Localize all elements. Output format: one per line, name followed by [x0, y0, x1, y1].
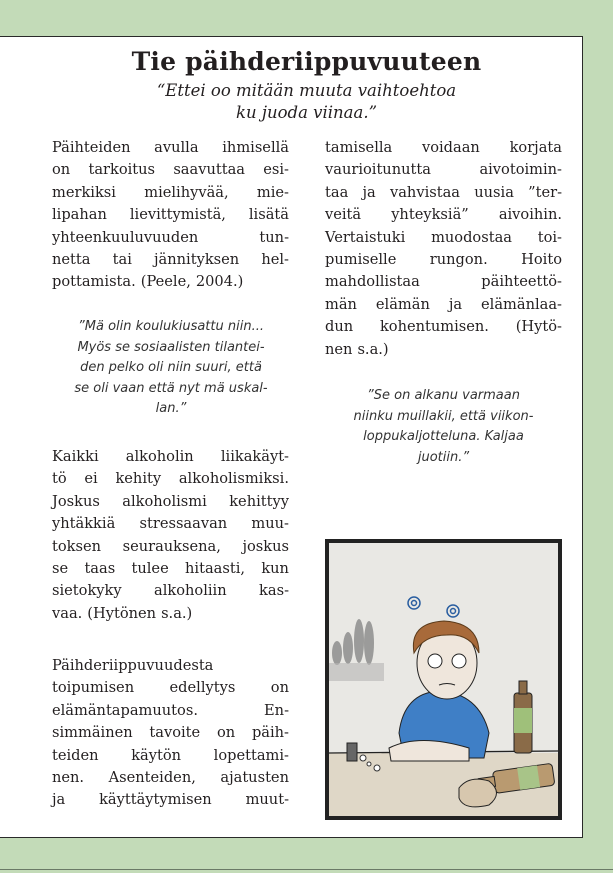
divider — [0, 869, 613, 870]
text-line: niinku muillakii, että viikon- — [353, 408, 534, 424]
page-title: Tie päihderiippuvuuteen — [131, 47, 482, 76]
text-line: loppukaljotteluna. Kaljaa — [363, 429, 524, 444]
text-line: teiden käytön lopettami- — [52, 746, 289, 764]
text-line: vaurioitunutta aivotoimin- — [325, 161, 562, 179]
spill — [459, 779, 497, 807]
quote — [320, 386, 567, 468]
text-line: juotiin.” — [417, 449, 470, 465]
text-line: män elämän ja elämänlaa- — [325, 295, 562, 313]
subtitle-line-2: ku juoda viinaa.” — [235, 103, 378, 122]
text-line: tö ei kehity alkoholismiksi. — [52, 470, 289, 488]
text-line: taa ja vahvistaa uusia ”ter- — [325, 183, 562, 201]
text-line: ”Mä olin koulukiusattu niin... — [78, 319, 264, 334]
text-line: Joskus alkoholismi kehittyy — [52, 492, 289, 510]
text-line: mahdollistaa päihteettö- — [325, 273, 562, 291]
text-line: lipahan lievittymistä, lisätä — [52, 206, 289, 224]
text-line: Myös se sosiaalisten tilantei- — [77, 339, 265, 355]
text-line: yhteenkuuluvuuden tun- — [52, 228, 289, 246]
text-line: simmäinen tavoite on päih- — [52, 724, 289, 742]
paragraph — [325, 137, 562, 361]
text-line: vaa. (Hytönen s.a.) — [52, 604, 193, 622]
text-line: pottamista. (Peele, 2004.) — [52, 273, 244, 291]
paragraph — [52, 137, 289, 294]
quote — [50, 317, 292, 420]
text-line: elämäntapamuutos. En- — [52, 701, 289, 719]
text-line: nen s.a.) — [325, 340, 389, 358]
text-line: sietokyky alkoholiin kas- — [52, 582, 289, 600]
text-line: Kaikki alkoholin liikakäyt- — [52, 448, 289, 465]
text-line: Päihderiippuvuudesta — [52, 657, 214, 674]
shadow-figures — [329, 619, 384, 681]
text-line: Vertaistuki muodostaa toi- — [325, 228, 562, 246]
text-line: ”Se on alkanu varmaan — [367, 388, 520, 403]
text-line: tamisella voidaan korjata — [325, 139, 562, 156]
subtitle-line-1: “Ettei oo mitään muuta vaihtoehtoa — [156, 81, 457, 100]
text-line: pumiselle rungon. Hoito — [325, 251, 562, 269]
text-line: netta tai jännityksen hel- — [52, 251, 289, 269]
text-line: on tarkoitus saavuttaa esi- — [52, 161, 289, 179]
text-line: merkiksi mielihyvää, mie- — [52, 183, 289, 201]
paragraph — [52, 446, 289, 625]
text-line: Päihteiden avulla ihmisellä — [52, 139, 289, 156]
text-line: den pelko oli niin suuri, että — [80, 360, 262, 375]
text-line: lan.” — [155, 401, 187, 416]
text-line: veitä yhteyksiä” aivoihin. — [325, 206, 562, 224]
text-line: toksen seurauksena, joskus — [52, 537, 289, 555]
text-line: yhtäkkiä stressaavan muu- — [52, 515, 289, 533]
text-line: nen. Asenteiden, ajatusten — [52, 769, 289, 787]
pill-bottle — [347, 743, 357, 761]
dizzy-spirals — [408, 597, 459, 617]
text-line: toipumisen edellytys on — [52, 679, 289, 697]
illustration-image — [329, 543, 558, 816]
paragraph — [52, 655, 289, 812]
text-line: dun kohentumisen. (Hytö- — [325, 318, 562, 336]
text-line: se taas tulee hitaasti, kun — [52, 560, 289, 578]
text-line: ja käyttäytymisen muut- — [52, 791, 289, 809]
illustration-drunk-man — [325, 539, 562, 820]
text-line: se oli vaan että nyt mä uskal- — [74, 380, 268, 396]
